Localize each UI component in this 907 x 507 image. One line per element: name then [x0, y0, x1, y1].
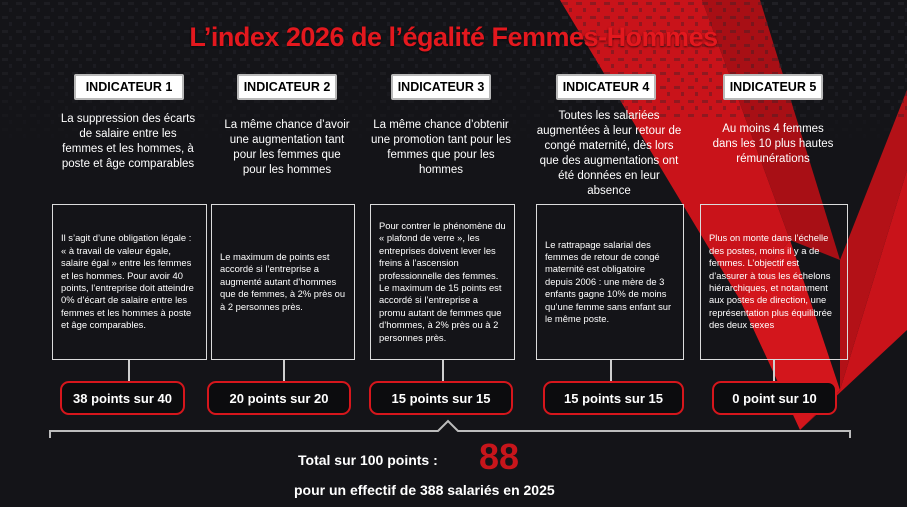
indicator-2-connector: [283, 360, 285, 382]
indicator-1-points: 38 points sur 40: [60, 381, 185, 415]
indicator-3-connector: [442, 360, 444, 382]
indicator-2-points: 20 points sur 20: [207, 381, 351, 415]
indicator-1-connector: [128, 360, 130, 382]
indicator-2-description: Le maximum de points est accordé si l’entreprise a augmenté autant d’hommes que de femmes, à 2% près ou à 2 personnes près.: [211, 204, 355, 360]
indicator-1-badge: INDICATEUR 1: [74, 74, 184, 100]
indicator-2-badge: INDICATEUR 2: [237, 74, 337, 100]
indicator-3-description: Pour contrer le phénomène du « plafond de verre », les entreprises doivent lever les freins à l’ascension professionnelle des femmes. Le maximum de 15 points est accordé si l’entreprise a promu autant de femmes que d’hommes, à 2% près ou à 2 personnes près.: [370, 204, 515, 360]
indicator-5-headline: Au moins 4 femmes dans les 10 plus hautes rémunérations: [712, 123, 834, 165]
indicator-3-points: 15 points sur 15: [369, 381, 513, 415]
indicator-5-points: 0 point sur 10: [712, 381, 837, 415]
indicator-2-headline: La même chance d’avoir une augmentation tant pour les femmes que pour les hommes: [224, 119, 350, 176]
indicator-4-headline: Toutes les salariées augmentées à leur retour de congé maternité, dès lors que des augmentations ont été données en leur absence: [536, 110, 682, 197]
page-title: L’index 2026 de l’égalité Femmes-Hommes: [189, 22, 718, 52]
total-subtitle: pour un effectif de 388 salariés en 2025: [294, 482, 555, 498]
indicator-1-headline: La suppression des écarts de salaire entre les femmes et les hommes, à poste et âge comparables: [60, 113, 196, 170]
indicator-4-description: Le rattrapage salarial des femmes de retour de congé maternité est obligatoire depuis 2006 : une mère de 3 enfants gagne 10% de moins qu’une femme sans enfant sur le même poste.: [536, 204, 684, 360]
total-label: Total sur 100 points :: [298, 452, 438, 468]
indicator-3-headline: La même chance d’obtenir une promotion tant pour les femmes que pour les hommes: [371, 119, 512, 176]
indicator-5-badge: INDICATEUR 5: [723, 74, 823, 100]
indicator-5-description: Plus on monte dans l’échelle des postes, moins il y a de femmes. L’objectif est d’assurer à tous les échelons hiérarchiques, et notamment aux postes de direction, une représentation plus équilibrée des deux sexes: [700, 204, 848, 360]
indicator-3-badge: INDICATEUR 3: [391, 74, 491, 100]
total-value: 88: [479, 436, 520, 477]
indicator-4-connector: [610, 360, 612, 382]
indicator-4-points: 15 points sur 15: [543, 381, 684, 415]
indicator-4-badge: INDICATEUR 4: [556, 74, 656, 100]
indicator-1-description: Il s’agit d’une obligation légale : « à travail de valeur égale, salaire égal » entre les femmes et les hommes. Pour avoir 40 points, l’entreprise doit atteindre 0% d’écart de salaire entre les femmes et les hommes à poste et âge comparables.: [52, 204, 207, 360]
indicator-5-connector: [773, 360, 775, 382]
